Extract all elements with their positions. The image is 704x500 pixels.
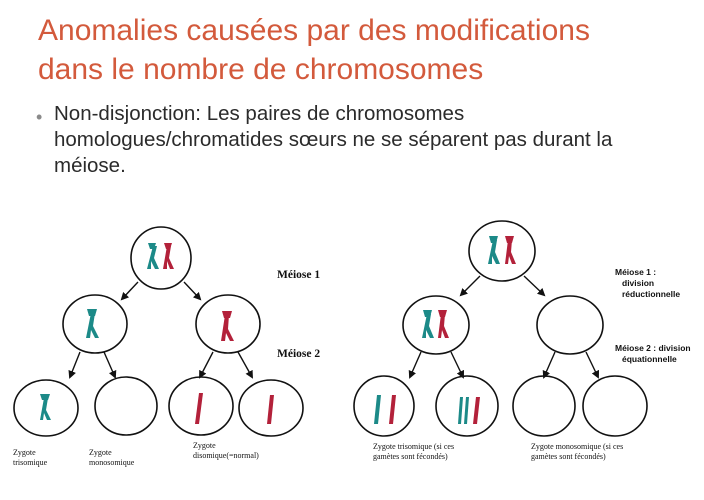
left-meiose2-label: Méiose 2 <box>277 348 321 360</box>
bullet-marker: • <box>36 107 43 127</box>
left-bottom-cell-4 <box>239 380 303 436</box>
caption-trisomique-1: Zygote <box>13 448 36 457</box>
left-bottom-cell-1 <box>14 380 78 436</box>
left-meiose1-label: Méiose 1 <box>277 269 321 281</box>
right-meiose2-line1: Méiose 2 : division <box>615 343 691 353</box>
right-diagram <box>354 221 691 461</box>
right-meiose2-line2: équationnelle <box>622 354 677 364</box>
right-bottom-cell-3 <box>513 376 575 436</box>
right-bottom-cell-1 <box>354 376 414 436</box>
caption-monosomique-1: Zygote <box>89 448 112 457</box>
caption-disomique-2: disomique(=normal) <box>193 451 259 460</box>
title-line-1: Anomalies causées par des modifications <box>38 14 590 47</box>
right-meiose1-line3: réductionnelle <box>622 289 681 299</box>
right-bottom-cell-2 <box>436 376 498 436</box>
bullet-text: Non-disjonction: Les paires de chromosomes homologues/chromatides sœurs ne se séparent pas durant la méiose. <box>54 102 613 177</box>
right-caption-trisomique-2: gamètes sont fécondés) <box>373 452 448 461</box>
caption-trisomique-2: trisomique <box>13 458 48 467</box>
right-bottom-cell-4 <box>583 376 647 436</box>
right-caption-monosomique-2: gamètes sont fécondés) <box>531 452 606 461</box>
caption-disomique-1: Zygote <box>193 441 216 450</box>
left-bottom-cell-3 <box>169 377 233 435</box>
title-line-2: dans le nombre de chromosomes <box>38 53 484 86</box>
teal-chromosome-pair <box>147 243 159 269</box>
right-meiose1-line1: Méiose 1 : <box>615 267 657 277</box>
right-caption-trisomique-1: Zygote trisomique (si ces <box>373 442 455 451</box>
left-mid-cell-red <box>196 295 260 353</box>
left-mid-cell-teal <box>63 295 127 353</box>
caption-monosomique-2: monosomique <box>89 458 135 467</box>
left-parent-cell <box>131 227 191 289</box>
right-mid-cell-both <box>403 296 469 354</box>
right-parent-cell <box>469 221 535 281</box>
left-diagram <box>13 227 320 467</box>
right-mid-cell-empty <box>537 296 603 354</box>
right-meiose1-line2: division <box>622 278 655 288</box>
left-bottom-cell-2 <box>95 377 157 435</box>
right-caption-monosomique-1: Zygote monosomique (si ces <box>531 442 624 451</box>
red-chromosome-pair <box>163 243 174 269</box>
